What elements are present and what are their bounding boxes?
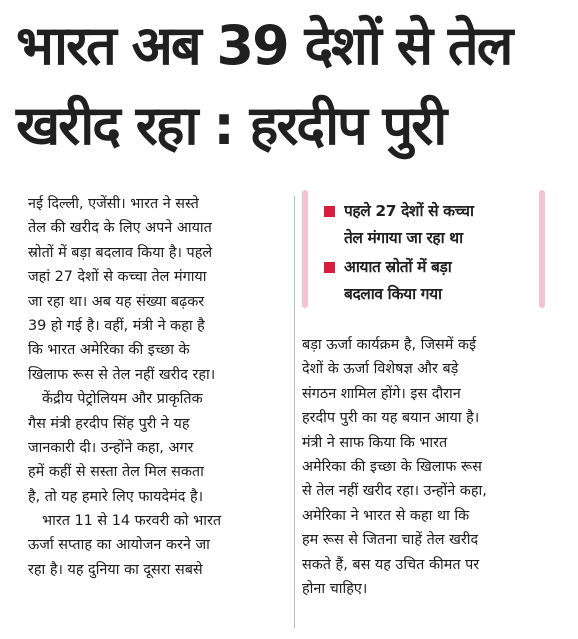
article-line: केंद्रीय पेट्रोलियम और प्राकृतिक [42, 391, 203, 408]
article-line: जानकारी दी। उन्होंने कहा, अगर [28, 439, 194, 456]
article-line: देशों के ऊर्जा विशेषज्ञ और बड़े [302, 361, 459, 378]
article-line: कि भारत अमेरिका की इच्छा के [28, 342, 190, 359]
square-bullet-icon [324, 206, 335, 217]
article-line: स्रोतों में बड़ा बदलाव किया है। पहले [28, 244, 213, 261]
headline-line-1: भारत अब 39 देशों से तेल [16, 14, 512, 77]
article-line: अमेरिका की इच्छा के खिलाफ रूस [302, 458, 482, 475]
column-divider [294, 196, 295, 628]
article-line: 39 हो गई है। वहीं, मंत्री ने कहा है [28, 317, 205, 334]
article-line: नई दिल्ली, एजेंसी। भारत ने सस्ते [28, 196, 199, 212]
highlight-text [344, 254, 544, 308]
article-line: गैस मंत्री हरदीप सिंह पुरी ने यह [28, 415, 190, 432]
article-line: हम रूस से जितना चाहें तेल खरीद [302, 532, 479, 549]
highlight-bar-left [302, 190, 308, 308]
article-line: ऊर्जा सप्ताह का आयोजन करने जा [28, 537, 210, 554]
article-line: जहां 27 देशों से कच्चा तेल मंगाया [28, 269, 207, 286]
highlight-line: पहले 27 देशों से कच्चा [344, 202, 474, 220]
article-line: खिलाफ रूस से तेल नहीं खरीद रहा। [28, 366, 216, 383]
article-line: जा रहा था। अब यह संख्या बढ़कर [28, 293, 205, 310]
highlight-box [302, 190, 545, 308]
headline-line-2: खरीद रहा : हरदीप पुरी [16, 94, 446, 157]
article-line: है, तो यह हमारे लिए फायदेमंद है। [28, 488, 204, 505]
article-line: रहा है। यह दुनिया का दूसरा सबसे [28, 561, 203, 578]
article-line: तेल की खरीद के लिए अपने आयात [28, 220, 212, 237]
article-column-left [28, 192, 286, 582]
article-line: भारत 11 से 14 फरवरी को भारत [42, 513, 222, 530]
article-column-right [302, 333, 558, 601]
article-line: मंत्री ने साफ किया कि भारत [302, 434, 448, 451]
highlight-line: तेल मंगाया जा रहा था [344, 229, 463, 247]
article-line: अमेरिका ने भारत से कहा था कि [302, 507, 470, 524]
square-bullet-icon [324, 262, 335, 273]
article-line: हमें कहीं से सस्ता तेल मिल सकता [28, 464, 204, 481]
highlight-line: आयात स्रोतों में बड़ा [344, 258, 452, 276]
article-line: बड़ा ऊर्जा कार्यक्रम है, जिसमें कई [302, 337, 477, 353]
headline [16, 6, 566, 166]
article-line: संगठन शामिल होंगे। इस दौरान [302, 385, 461, 402]
article-line: से तेल नहीं खरीद रहा। उन्होंने कहा, [302, 483, 487, 500]
highlight-line: बदलाव किया गया [344, 285, 442, 303]
article-line: होना चाहिए। [302, 580, 368, 597]
article-line: सकते हैं, बस यह उचित कीमत पर [302, 556, 480, 573]
highlight-text [344, 198, 544, 252]
article-line: हरदीप पुरी का यह बयान आया है। [302, 410, 480, 427]
